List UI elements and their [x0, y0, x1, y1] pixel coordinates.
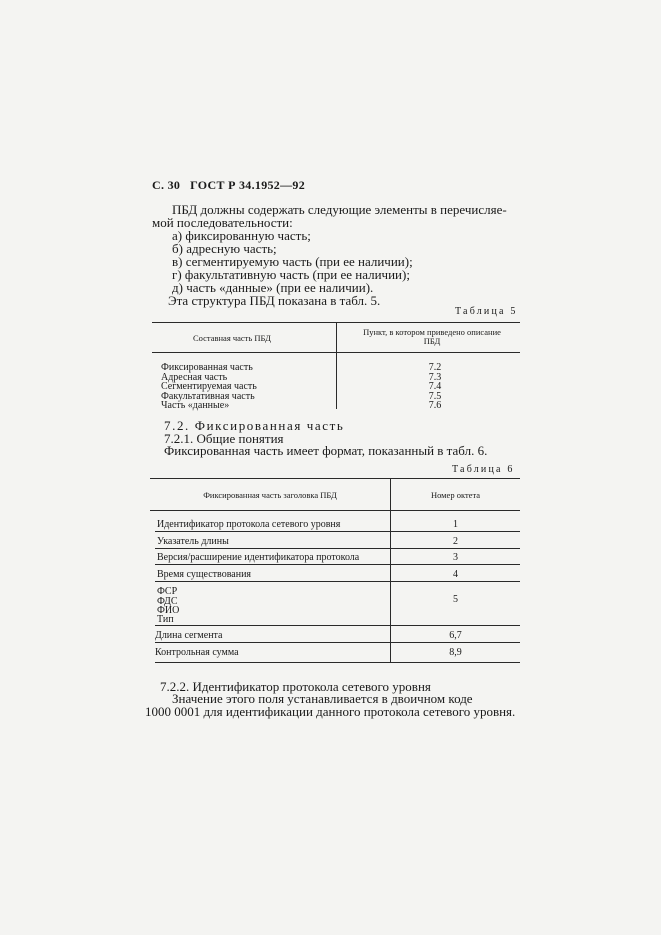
- table6-row-rule: [155, 642, 520, 643]
- page-header: [152, 178, 305, 193]
- table6-row-octet: 8,9: [449, 647, 462, 658]
- table5-row-part: Фиксированная часть: [161, 362, 253, 373]
- table6-col1-header: Фиксированная часть заголовка ПБД: [203, 490, 337, 500]
- section-heading: 7.2. Фиксированная часть: [164, 418, 345, 433]
- table5-header-rule: [152, 352, 520, 353]
- list-item-b: б) адресную часть;: [172, 241, 277, 256]
- intro-line-2: мой последовательности:: [152, 215, 293, 230]
- table6-row-octet: 3: [453, 552, 458, 563]
- subsection-line-2: 1000 0001 для идентификации данного протокола сетевого уровня.: [145, 704, 516, 719]
- intro-line-1: ПБД должны содержать следующие элементы в перечисляе-: [172, 202, 507, 217]
- table5-col2-header-1: Пункт, в котором приведено описание: [363, 327, 501, 337]
- table5-row-part: Адресная часть: [161, 372, 228, 383]
- list-item-d: г) факультативную часть (при ее наличии);: [172, 267, 410, 282]
- table6-row-octet: 2: [453, 536, 458, 547]
- list-item-a: а) фиксированную часть;: [172, 228, 311, 243]
- table5-row-clause: 7.2: [428, 362, 442, 373]
- table5-row-part: Сегментируемая часть: [161, 381, 257, 392]
- table5-row-clause: 7.5: [428, 391, 442, 402]
- table6-top-rule: [150, 478, 520, 479]
- table6-row-field: Идентификатор протокола сетевого уровня: [157, 519, 341, 530]
- table6-row-field-line: ФСР: [157, 586, 178, 597]
- table6-row-octet: 5: [453, 594, 458, 605]
- table6-row-field-line: Тип: [157, 614, 174, 625]
- subsection-heading: 7.2.2. Идентификатор протокола сетевого уровня: [160, 679, 431, 694]
- page-number: С. 30: [152, 178, 181, 192]
- table5-col1-header: Составная часть ПБД: [193, 333, 271, 343]
- intro-closing: Эта структура ПБД показана в табл. 5.: [168, 293, 381, 308]
- table6-row-rule: [155, 531, 520, 532]
- list-item-c: в) сегментируемую часть (при ее наличии);: [172, 254, 413, 269]
- table6-row-field: Контрольная сумма: [155, 647, 239, 658]
- table6-row-field-line: ФДС: [157, 596, 178, 607]
- table5-divider: [336, 322, 337, 409]
- table6-row-octet: 6,7: [449, 630, 462, 641]
- table5-row-part: Часть «данные»: [161, 400, 230, 411]
- standard-code: ГОСТ Р 34.1952—92: [190, 178, 305, 192]
- table5-row-clause: 7.6: [428, 400, 442, 411]
- table5-col2-header-2: ПБД: [423, 336, 441, 346]
- table6-row-field: Указатель длины: [157, 536, 229, 547]
- table5-row-clause: 7.4: [428, 381, 442, 392]
- table5-row-part: Факультативная часть: [161, 391, 255, 402]
- table6-row-rule: [155, 581, 520, 582]
- table6-bottom-rule: [155, 662, 520, 663]
- table6-header-rule: [150, 510, 520, 511]
- table6-row-field: Время существования: [157, 569, 252, 580]
- table5-row-clause: 7.3: [428, 372, 442, 383]
- section-text: Фиксированная часть имеет формат, показанный в табл. 6.: [164, 443, 488, 458]
- table6-row-rule: [155, 564, 520, 565]
- table6-row-rule: [155, 625, 520, 626]
- table6-row-field: Версия/расширение идентификатора протокола: [157, 552, 360, 563]
- subsection-line-1: Значение этого поля устанавливается в двоичном коде: [172, 691, 473, 706]
- table6-caption: Таблица 6: [452, 464, 515, 475]
- table6-col2-header: Номер октета: [430, 490, 481, 500]
- table6-row-field: Длина сегмента: [155, 630, 223, 641]
- table5-caption: Таблица 5: [455, 306, 518, 317]
- table6-row-field-line: ФИО: [157, 605, 180, 616]
- section-subheading: 7.2.1. Общие понятия: [164, 431, 284, 446]
- list-item-e: д) часть «данные» (при ее наличии).: [172, 280, 374, 295]
- table6-row-octet: 1: [453, 519, 458, 530]
- table6-row-rule: [155, 548, 520, 549]
- table6-row-octet: 4: [453, 569, 458, 580]
